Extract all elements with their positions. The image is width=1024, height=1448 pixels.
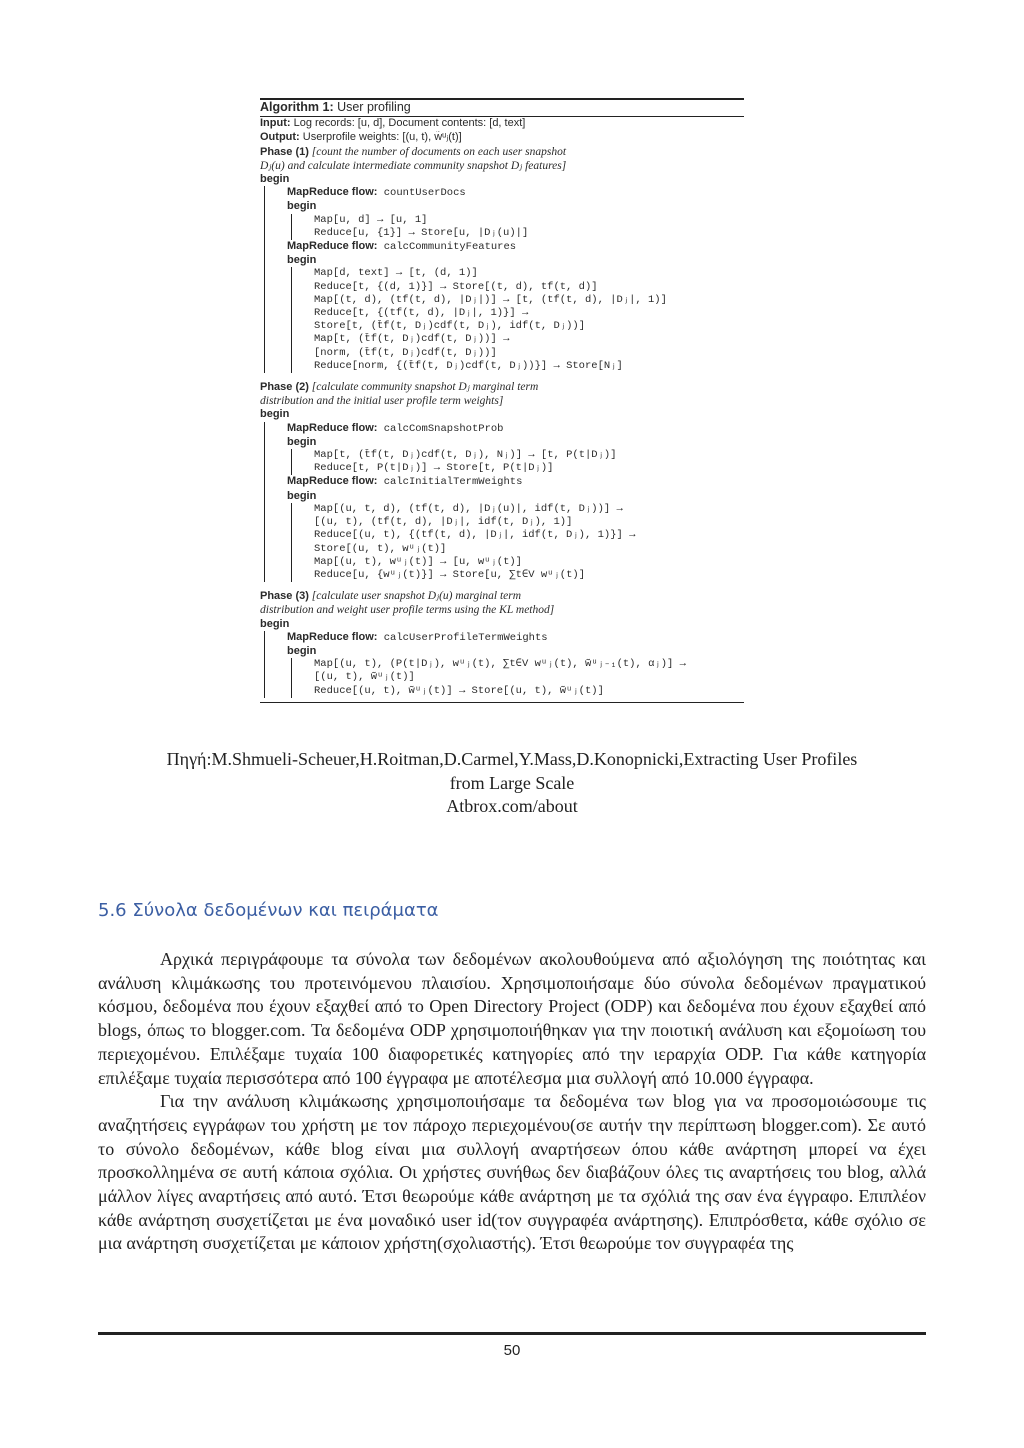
output-text: Userprofile weights: [(u, t), w̃ᵘⱼ(t)]: [299, 131, 462, 144]
output-label: Output:: [260, 131, 300, 144]
flow5-header: [287, 631, 744, 645]
flow4-label: MapReduce flow:: [287, 475, 378, 488]
flow2-line: Map[t, (t̄f(t, Dⱼ)cdf(t, Dⱼ))] →: [314, 333, 510, 346]
section-heading: 5.6 Σύνολα δεδομένων και πειράματα: [98, 900, 439, 921]
flow2-line: [norm, (t̄f(t, Dⱼ)cdf(t, Dⱼ))]: [314, 346, 497, 359]
flow2-begin: begin: [287, 254, 317, 267]
spacer: [260, 582, 744, 590]
flow5-name: calcUserProfileTermWeights: [377, 631, 548, 644]
flow1-label: MapReduce flow:: [287, 186, 378, 199]
phase1-desc-2: Dⱼ(u) and calculate intermediate community snapshot Dⱼ features]: [260, 159, 567, 172]
flow4-name: calcInitialTermWeights: [377, 476, 523, 489]
flow1-begin: begin: [287, 200, 317, 213]
flow4-line: Store[(u, t), wᵘⱼ(t)]: [314, 542, 447, 555]
flow2-line: Store[t, (t̄f(t, Dⱼ)cdf(t, Dⱼ), idf(t, Dⱼ))]: [314, 320, 586, 333]
algorithm-title-text: User profiling: [333, 100, 411, 114]
spacer: [260, 373, 744, 381]
flow2-line: Map[(t, d), (tf(t, d), |Dⱼ|)] → [t, (tf(t, d), |Dⱼ|, 1)]: [314, 293, 667, 306]
flow3-line: Map[t, (t̄f(t, Dⱼ)cdf(t, Dⱼ), Nⱼ)] → [t, P(t|Dⱼ)]: [314, 449, 617, 462]
flow2-line: Map[d, text] → [t, (d, 1)]: [314, 267, 478, 280]
flow3-begin: begin: [287, 435, 317, 448]
flow4-line: Map[(u, t, d), (tf(t, d), |Dⱼ(u)|, idf(t, Dⱼ))] →: [314, 502, 623, 515]
phase1-desc-1: [count the number of documents on each user snapshot: [308, 145, 567, 158]
flow3-label: MapReduce flow:: [287, 421, 378, 434]
flow1-block: [291, 214, 744, 240]
flow5-line: [(u, t), w̃ᵘⱼ(t)]: [314, 671, 415, 684]
flow5-line: Map[(u, t), (P(t|Dⱼ), wᵘⱼ(t), ∑t∈V wᵘⱼ(t), w̃ᵘⱼ₋₁(t), αⱼ)] →: [314, 658, 686, 671]
footer-rule: [98, 1332, 926, 1335]
flow4-line: Map[(u, t), wᵘⱼ(t)] → [u, wᵘⱼ(t)]: [314, 555, 522, 568]
paragraph: Για την ανάλυση κλιμάκωσης χρησιμοποιήσαμε τα δεδομένα των blog για να προσομοιώσουμε τις αναζητήσεις εγγράφων του χρήστη με τον πάροχο περιεχομένου(σε αυτήν την περίπτωση blogger.com). Σε αυτό το σύνολο δεδομένων, κάθε blog είναι μια συλλογή αναρτήσεων όπου κάθε ανάρτηση μπορεί να έχει προσκολλημένα σε αυτή κάποια σχόλια. Οι χρήστες συνήθως δεν διαβάζουν όλες τις αναρτήσεις του blog, αλλά μάλλον λίγες αναρτήσεις από αυτό. Έτσι θεωρούμε κάθε ανάρτηση με τα σχόλιά της σαν ένα έγγραφο. Επιπλέον κάθε ανάρτηση συσχετίζεται με ένα μοναδικό user id(τον συγγραφέα ανάρτησης). Επιπρόσθετα, κάθε σχόλιο σε μια ανάρτηση συσχετίζεται με κάποιον χρήστη(σχολιαστής). Έτσι θεωρούμε τον συγγραφέα της: [98, 1091, 926, 1254]
algorithm-title: [260, 100, 744, 115]
flow3-header: [287, 422, 744, 436]
phase2-block: [264, 422, 744, 582]
phase1-begin: begin: [260, 173, 290, 186]
phase2-desc-2: distribution and the initial user profile term weights]: [260, 395, 504, 408]
flow4-header: [287, 475, 744, 489]
caption-line: from Large Scale: [449, 772, 575, 793]
flow4-begin: begin: [287, 489, 317, 502]
phase3-header: [260, 590, 744, 604]
flow1-line: Map[u, d] → [u, 1]: [314, 213, 428, 226]
phase3-begin: begin: [260, 617, 290, 630]
flow1-name: countUserDocs: [377, 187, 466, 200]
algorithm-title-number: Algorithm 1:: [260, 100, 334, 114]
algorithm-input: [260, 117, 744, 131]
phase3-block: [264, 631, 744, 698]
flow3-name: calcComSnapshotProb: [377, 422, 504, 435]
phase1-header: [260, 146, 744, 160]
flow2-name: calcCommunityFeatures: [377, 241, 517, 254]
phase2-desc-1: [calculate community snapshot Dⱼ marginal term: [308, 381, 539, 394]
body-text: [98, 948, 926, 1256]
flow2-label: MapReduce flow:: [287, 240, 378, 253]
algorithm-output: [260, 131, 744, 145]
phase3-label: Phase (3): [260, 590, 309, 603]
flow2-header: [287, 240, 744, 254]
caption-line: Πηγή:M.Shmueli-Scheuer,H.Roitman,D.Carmel,Y.Mass,D.Konopnicki,Extracting User Profiles: [166, 749, 858, 769]
algorithm-figure: [260, 98, 744, 703]
flow4-line: [(u, t), (tf(t, d), |Dⱼ|, idf(t, Dⱼ), 1)]: [314, 516, 573, 529]
flow2-line: Reduce[t, {(tf(t, d), |Dⱼ|, 1)}] →: [314, 307, 529, 320]
page-number: 50: [503, 1342, 521, 1359]
phase2-header: [260, 381, 744, 395]
flow1-header: [287, 186, 744, 200]
flow3-block: [291, 449, 744, 475]
flow2-line: Reduce[t, {(d, 1)}] → Store[(t, d), tf(t, d)]: [314, 280, 598, 293]
flow2-block: [291, 267, 744, 373]
flow4-block: [291, 503, 744, 582]
phase1-label: Phase (1): [260, 145, 309, 158]
flow3-line: Reduce[t, P(t|Dⱼ)] → Store[t, P(t|Dⱼ)]: [314, 462, 554, 475]
phase1-block: [264, 186, 744, 373]
caption-line: Atbrox.com/about: [446, 796, 578, 816]
flow5-line: Reduce[(u, t), w̃ᵘⱼ(t)] → Store[(u, t), w̃ᵘⱼ(t)]: [314, 684, 604, 697]
phase3-desc-1: [calculate user snapshot Dⱼ(u) marginal term: [308, 590, 522, 603]
algorithm-bottom-rule: [260, 702, 744, 703]
flow4-line: Reduce[(u, t), {(tf(t, d), |Dⱼ|, idf(t, Dⱼ), 1)}] →: [314, 529, 636, 542]
phase2-label: Phase (2): [260, 381, 309, 394]
flow5-label: MapReduce flow:: [287, 630, 378, 643]
flow5-begin: begin: [287, 644, 317, 657]
input-label: Input:: [260, 117, 291, 130]
figure-caption: [100, 748, 924, 819]
paragraph: Αρχικά περιγράφουμε τα σύνολα των δεδομένων ακολουθούμενα από αξιολόγηση της ποιότητας και ανάλυση κλιμάκωσης του προτεινόμενου πλαισίου. Χρησιμοποιήσαμε δύο σύνολα δεδομένων πραγματικού κόσμου, δεδομένα που έχουν εξαχθεί από το Open Directory Project (ODP) και δεδομένα που έχουν εξαχθεί από blogs, όπως το blogger.com. Τα δεδομένα ODP χρησιμοποιήθηκαν για την ποιοτική ανάλυση και εξομοίωση του περιεχομένου. Επιλέξαμε τυχαία 100 διαφορετικές κατηγορίες από την ιεραρχία ODP. Για κάθε κατηγορία επιλέξαμε τυχαία περισσότερα από 100 έγγραφα με αποτέλεσμα μια συλλογή από 10.000 έγγραφα.: [98, 949, 926, 1088]
phase3-desc-2: distribution and weight user profile terms using the KL method]: [260, 604, 555, 617]
flow1-line: Reduce[u, {1}] → Store[u, |Dⱼ(u)|]: [314, 226, 529, 239]
flow4-line: Reduce[u, {wᵘⱼ(t)}] → Store[u, ∑t∈V wᵘⱼ(t)]: [314, 568, 586, 581]
flow5-block: [291, 658, 744, 698]
input-text: Log records: [u, d], Document contents: [d, text]: [290, 117, 526, 130]
phase2-begin: begin: [260, 408, 290, 421]
flow2-line: Reduce[norm, {(t̄f(t, Dⱼ)cdf(t, Dⱼ))}] → Store[Nⱼ]: [314, 359, 623, 372]
